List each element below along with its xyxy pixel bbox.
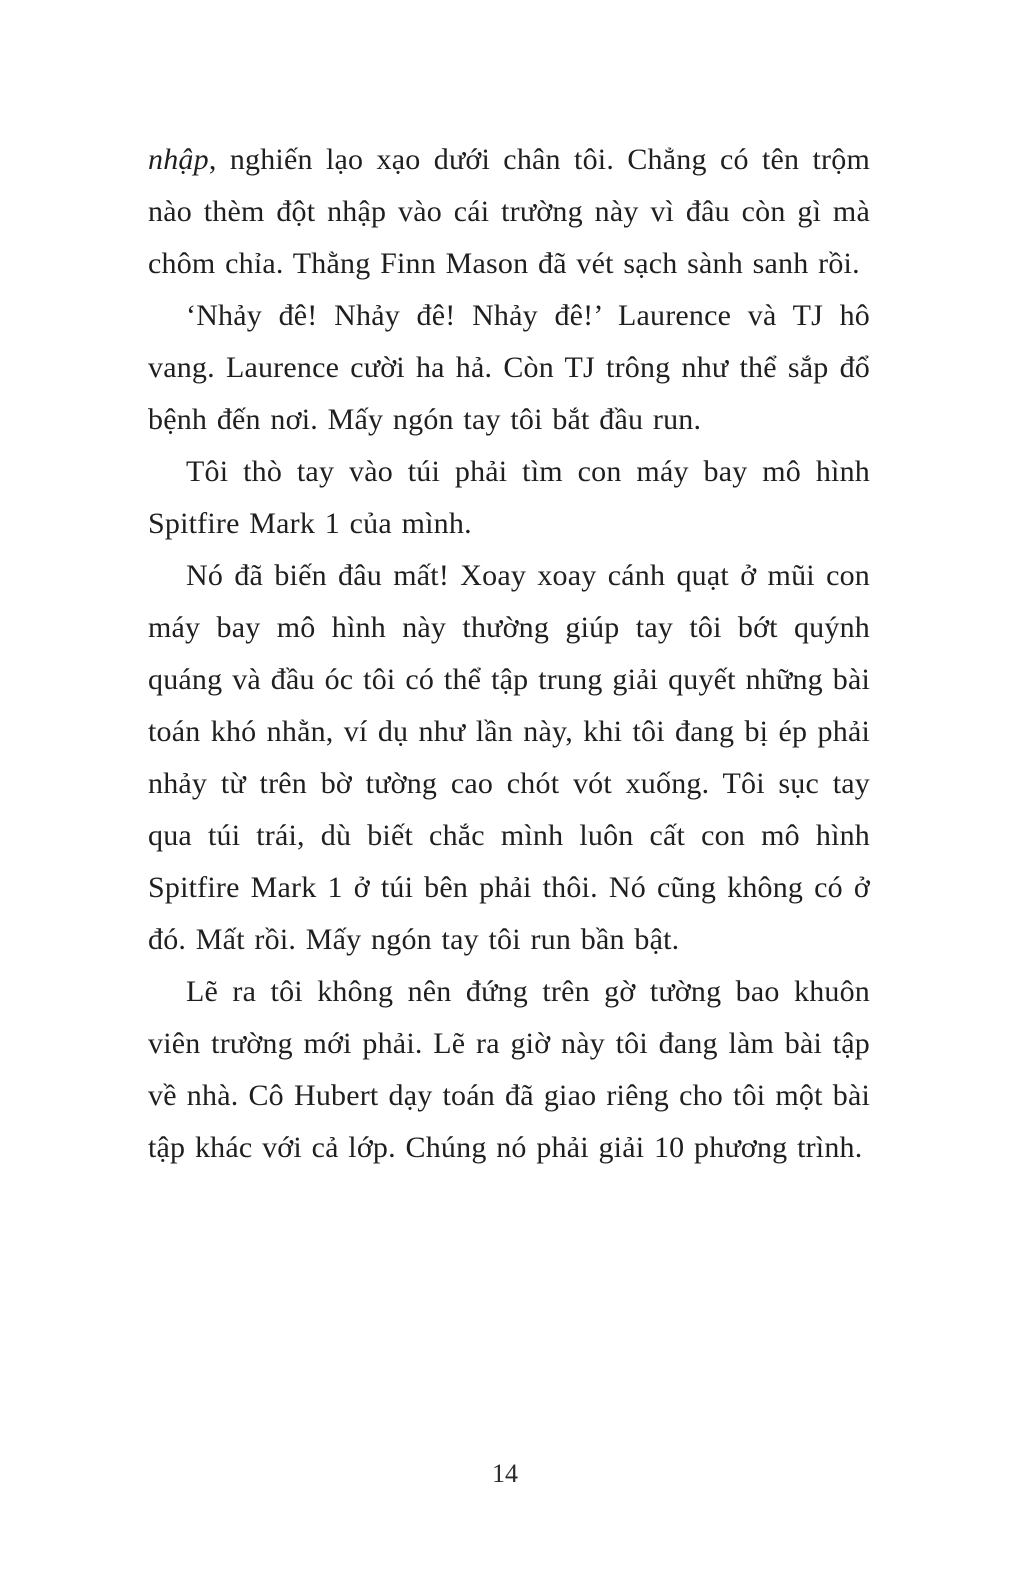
paragraph-dialogue: ‘Nhảy đê! Nhảy đê! Nhảy đê!’ Laurence và TJ hô vang. Laurence cười ha hả. Còn TJ trông như thể sắp đổ bệnh đến nơi. Mấy ngón tay tôi bắt đầu run.: [148, 299, 870, 436]
paragraph-continued: [148, 134, 870, 290]
page-number: 14: [492, 1459, 518, 1488]
italic-lead-word: nhập: [148, 143, 209, 176]
paragraph: Tôi thò tay vào túi phải tìm con máy bay mô hình Spitfire Mark 1 của mình.: [148, 455, 870, 540]
text-block: [148, 134, 870, 1174]
paragraph-continued-rest: , nghiến lạo xạo dưới chân tôi. Chẳng có tên trộm nào thèm đột nhập vào cái trường này vì đâu còn gì mà chôm chỉa. Thằng Finn Mason đã vét sạch sành sanh rồi.: [148, 143, 870, 280]
paragraph: Lẽ ra tôi không nên đứng trên gờ tường bao khuôn viên trường mới phải. Lẽ ra giờ này tôi đang làm bài tập về nhà. Cô Hubert dạy toán đã giao riêng cho tôi một bài tập khác với cả lớp. Chúng nó phải giải 10 phương trình.: [148, 975, 870, 1164]
paragraph: Nó đã biến đâu mất! Xoay xoay cánh quạt ở mũi con máy bay mô hình này thường giúp tay tôi bớt quýnh quáng và đầu óc tôi có thể tập trung giải quyết những bài toán khó nhằn, ví dụ như lần này, khi tôi đang bị ép phải nhảy từ trên bờ tường cao chót vót xuống. Tôi sục tay qua túi trái, dù biết chắc mình luôn cất con mô hình Spitfire Mark 1 ở túi bên phải thôi. Nó cũng không có ở đó. Mất rồi. Mấy ngón tay tôi run bần bật.: [148, 559, 870, 956]
